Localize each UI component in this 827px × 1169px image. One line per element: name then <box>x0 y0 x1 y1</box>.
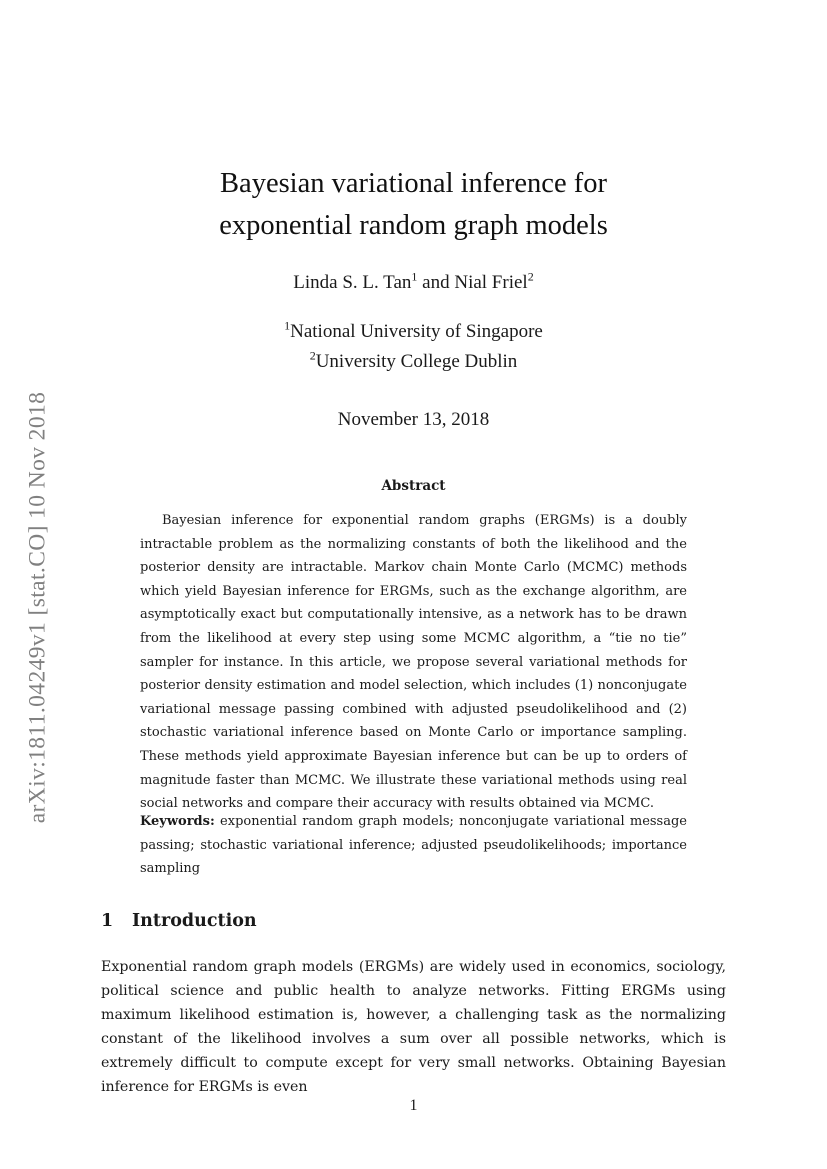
paper-title <box>0 163 827 247</box>
section-number: 1 <box>101 911 114 931</box>
affiliation-mark: 2 <box>527 269 534 284</box>
section-heading <box>101 908 257 934</box>
affiliation-mark: 1 <box>284 318 291 333</box>
author-conjunction: and <box>422 272 450 293</box>
affiliation-name: National University of Singapore <box>290 321 543 342</box>
paper-title-line-2: exponential random graph models <box>219 210 608 241</box>
affiliation-mark: 1 <box>411 269 418 284</box>
author-name: Linda S. L. Tan <box>293 272 412 293</box>
keywords-paragraph <box>140 810 687 881</box>
affiliation-item <box>0 317 827 347</box>
keywords-label: Keywords: <box>140 814 215 829</box>
affiliation-mark: 2 <box>309 348 316 363</box>
affiliation-name: University College Dublin <box>315 351 518 372</box>
arxiv-identifier-text: arXiv:1811.04249v1 [stat.CO] 10 Nov 2018 <box>24 391 51 823</box>
introduction-paragraph: Exponential random graph models (ERGMs) are widely used in economics, sociology, political science and public health to analyze networks. Fitting ERGMs using maximum likelihood estimation is, however, a challenging task as the normalizing constant of the likelihood involves a sum over all possible networks, which is extremely difficult to compute except for very small networks. Obtaining Bayesian inference for ERGMs is even <box>101 959 726 1096</box>
publication-date: November 13, 2018 <box>337 409 490 430</box>
keywords-text: exponential random graph models; nonconjugate variational message passing; stochastic variational inference; adjusted pseudolikelihoods; importance sampling <box>140 814 687 877</box>
author-list <box>0 270 827 296</box>
abstract-heading: Abstract <box>381 478 446 494</box>
affiliation-item <box>0 347 827 377</box>
paper-title-line-1: Bayesian variational inference for <box>220 168 607 199</box>
author-name: Nial Friel <box>454 272 528 293</box>
abstract-text: Bayesian inference for exponential random graphs (ERGMs) is a doubly intractable problem as the normalizing constants of both the likelihood and the posterior density are intractable. Markov chain Monte Carlo (MCMC) methods which yield Bayesian inference for ERGMs, such as the exchange algorithm, are asymptotically exact but computationally intensive, as a network has to be drawn from the likelihood at every step using some MCMC algorithm, a “tie no tie” sampler for instance. In this article, we propose several variational methods for posterior density estimation and model selection, which includes (1) nonconjugate variational message passing combined with adjusted pseudolikelihood and (2) stochastic variational inference based on Monte Carlo or importance sampling. These methods yield approximate Bayesian inference but can be up to orders of magnitude faster than MCMC. We illustrate these variational methods using real social networks and compare their accuracy with results obtained via MCMC. <box>140 513 687 812</box>
page-number: 1 <box>409 1097 418 1114</box>
section-title: Introduction <box>132 911 257 931</box>
affiliation-list <box>0 317 827 377</box>
